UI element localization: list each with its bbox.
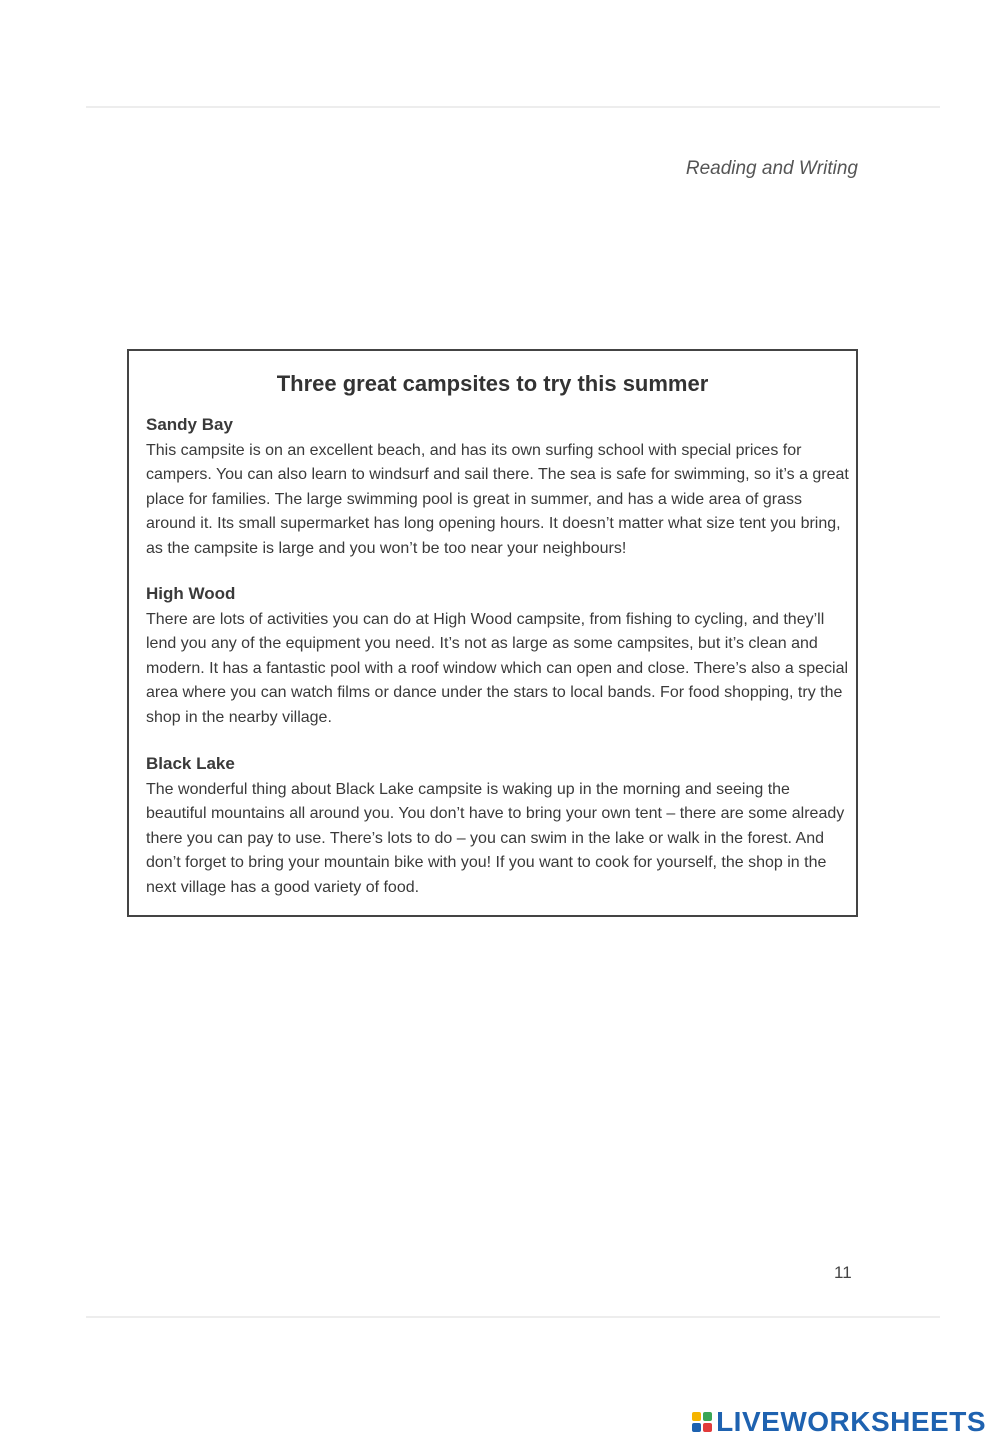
logo-square (703, 1412, 712, 1421)
logo-square (692, 1412, 701, 1421)
campsite-heading: High Wood (146, 584, 236, 603)
campsite-entry-black-lake (146, 754, 851, 900)
campsite-entry-high-wood (146, 584, 851, 730)
campsite-heading: Black Lake (146, 754, 235, 773)
bottom-divider (86, 1316, 940, 1318)
campsite-entry-sandy-bay (146, 415, 851, 561)
page-number: 11 (834, 1263, 852, 1282)
section-label: Reading and Writing (685, 158, 858, 179)
campsite-description: The wonderful thing about Black Lake campsite is waking up in the morning and seeing the beautiful mountains all around you. You don’t have to bring your own tent – there are some already there you can pay to use. There’s lots to do – you can swim in the lake or walk in the forest. And don’t forget to bring your mountain bike with you! If you want to cook for yourself, the shop in the next village has a good variety of food. (146, 781, 845, 896)
logo-square (692, 1423, 701, 1432)
campsite-description: There are lots of activities you can do at High Wood campsite, from fishing to cycling, and they’ll lend you any of the equipment you need. It’s not as large as some campsites, but it’s clean and modern. It has a fantastic pool with a roof window which can open and close. There’s also a special area where you can watch films or dance under the stars to local bands. For food shopping, try the shop in the nearby village. (146, 611, 849, 726)
article-title: Three great campsites to try this summer (276, 371, 709, 396)
article-box (127, 349, 858, 917)
brand-name: LIVEWORKSHEETS (716, 1406, 986, 1437)
liveworksheets-logo-icon (692, 1412, 712, 1432)
campsite-heading: Sandy Bay (146, 415, 233, 434)
top-divider (86, 106, 940, 108)
campsite-description: This campsite is on an excellent beach, and has its own surfing school with special prices for campers. You can also learn to windsurf and sail there. The sea is safe for swimming, so it’s a great place for families. The large swimming pool is great in summer, and has a wide area of grass around it. Its small supermarket has long opening hours. It doesn’t matter what size tent you bring, as the campsite is large and you won’t be too near your neighbours! (146, 442, 849, 557)
logo-square (703, 1423, 712, 1432)
brand-logo[interactable] (692, 1406, 986, 1438)
